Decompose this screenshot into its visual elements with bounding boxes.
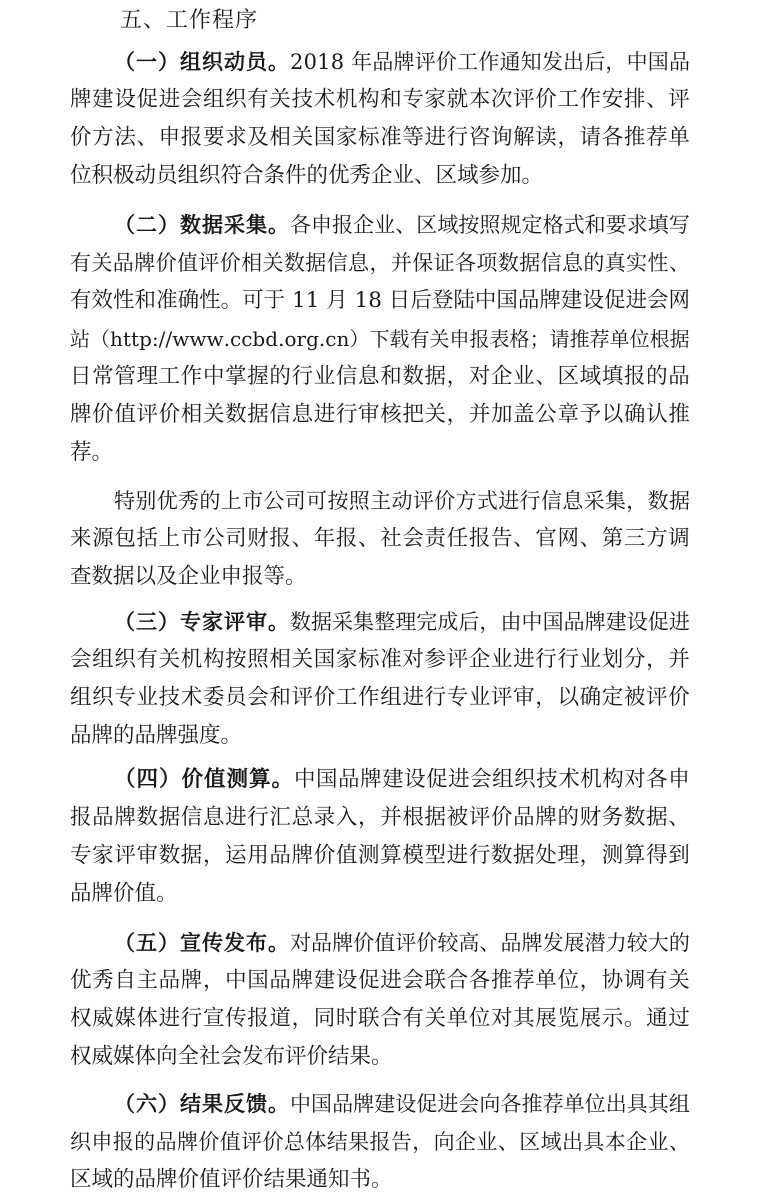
paragraph-line: 特 别 优 秀 的 上 市 公 司 可 按 照 主 动 评 价 方 式 进 行 信 息 采 集 ， 数 据 (114, 489, 690, 513)
paragraph-publicity (70, 924, 690, 1076)
paragraph-line: 价 方 法 、 申 报 要 求 及 相 关 国 家 标 准 等 进 行 咨 询 解 读 ， 请 各 推 荐 单 (70, 125, 690, 150)
paragraph-data-collection (70, 206, 690, 472)
paragraph-line (70, 206, 690, 244)
paragraph-line (70, 924, 690, 962)
paragraph-line: 专 家 评 审 数 据 ， 运 用 品 牌 价 值 测 算 模 型 进 行 数 据 处 理 ， 测 算 得 到 (70, 843, 690, 868)
paragraph-text: 各 申 报 企 业 、 区 域 按 照 规 定 格 式 和 要 求 填 写 (290, 213, 690, 237)
paragraph-label: （三）专家评审。 (114, 610, 290, 634)
paragraph-line: 荐。 (70, 440, 114, 465)
paragraph-text: 数 据 采 集 整 理 完 成 后 ， 由 中 国 品 牌 建 设 促 进 (290, 610, 690, 634)
paragraph-line: 牌 价 值 评 价 相 关 数 据 信 息 进 行 审 核 把 关 ， 并 加 盖 公 章 予 以 确 认 推 (70, 402, 690, 427)
paragraph-label: （四）价值测算。 (114, 767, 295, 792)
paragraph-line (70, 1085, 690, 1123)
paragraph-line: 报 品 牌 数 据 信 息 进 行 汇 总 录 入 ， 并 根 据 被 评 价 品 牌 的 财 务 数 据 、 (70, 805, 690, 830)
paragraph-expert-review (70, 603, 690, 755)
paragraph-organize (70, 43, 690, 195)
paragraph-line: 牌 建 设 促 进 会 组 织 有 关 技 术 机 构 和 专 家 就 本 次 评 价 工 作 安 排 、 评 (70, 87, 690, 112)
paragraph-line: 站 （ h t t p : / / w w w . c c b d . o r g . c n ） 下 载 有 关 申 报 表 格 ； 请 推 荐 单 位 根 据 (70, 327, 690, 351)
paragraph-value-calculation (70, 761, 690, 913)
paragraph-line: 优 秀 自 主 品 牌 ， 中 国 品 牌 建 设 促 进 会 联 合 各 推 荐 单 位 ， 协 调 有 关 (70, 968, 690, 993)
paragraph-line (70, 603, 690, 641)
paragraph-text: 中 国 品 牌 建 设 促 进 会 组 织 技 术 机 构 对 各 申 (294, 767, 690, 792)
paragraph-line: 组 织 专 业 技 术 委 员 会 和 评 价 工 作 组 进 行 专 业 评 审 ， 以 确 定 被 评 价 (70, 685, 690, 710)
paragraph-feedback (70, 1085, 690, 1199)
paragraph-line: 查数据以及企业申报等。 (70, 564, 307, 589)
paragraph-label: （一）组织动员。 (114, 50, 290, 74)
paragraph-label: （五）宣传发布。 (114, 931, 290, 955)
paragraph-line: 日 常 管 理 工 作 中 掌 握 的 行 业 信 息 和 数 据 ， 对 企 业 、 区 域 填 报 的 品 (70, 364, 690, 389)
paragraph-line: 有 关 品 牌 价 值 评 价 相 关 数 据 信 息 ， 并 保 证 各 项 数 据 信 息 的 真 实 性 、 (70, 251, 690, 275)
paragraph-listed-companies (70, 482, 690, 596)
section-heading: 五、工作程序 (120, 8, 259, 33)
paragraph-line: 权 威 媒 体 进 行 宣 传 报 道 ， 同 时 联 合 有 关 单 位 对 其 展 览 展 示 。 通 过 (70, 1006, 690, 1031)
paragraph-line: 区域的品牌价值评价结果通知书。 (70, 1167, 393, 1192)
paragraph-line: 有 效 性 和 准 确 性 。 可 于 1 1 月 1 8 日 后 登 陆 中 国 品 牌 建 设 促 进 会 网 (70, 288, 691, 313)
paragraph-line: 会 组 织 有 关 机 构 按 照 相 关 国 家 标 准 对 参 评 企 业 进 行 行 业 划 分 ， 并 (70, 647, 690, 672)
paragraph-text: 中 国 品 牌 建 设 促 进 会 向 各 推 荐 单 位 出 具 其 组 (290, 1092, 690, 1116)
paragraph-line: 来 源 包 括 上 市 公 司 财 报 、 年 报 、 社 会 责 任 报 告 、 官 网 、 第 三 方 调 (70, 526, 690, 551)
paragraph-line: 位积极动员组织符合条件的优秀企业、区域参加。 (70, 163, 544, 188)
paragraph-line (70, 43, 690, 81)
paragraph-line: 织 申 报 的 品 牌 价 值 评 价 总 体 结 果 报 告 ， 向 企 业 、 区 域 出 具 本 企 业 、 (70, 1130, 690, 1154)
paragraph-text: 对 品 牌 价 值 评 价 较 高 、 品 牌 发 展 潜 力 较 大 的 (290, 931, 690, 955)
paragraph-line: 权威媒体向全社会发布评价结果。 (70, 1044, 393, 1069)
paragraph-line: 品牌的品牌强度。 (70, 723, 243, 748)
paragraph-text: 2 0 1 8 年 品 牌 评 价 工 作 通 知 发 出 后 ， 中 国 品 (290, 50, 690, 74)
paragraph-line (70, 761, 690, 799)
paragraph-line: 品牌价值。 (70, 881, 178, 906)
paragraph-label: （六）结果反馈。 (114, 1092, 290, 1116)
paragraph-label: （二）数据采集。 (114, 213, 290, 237)
